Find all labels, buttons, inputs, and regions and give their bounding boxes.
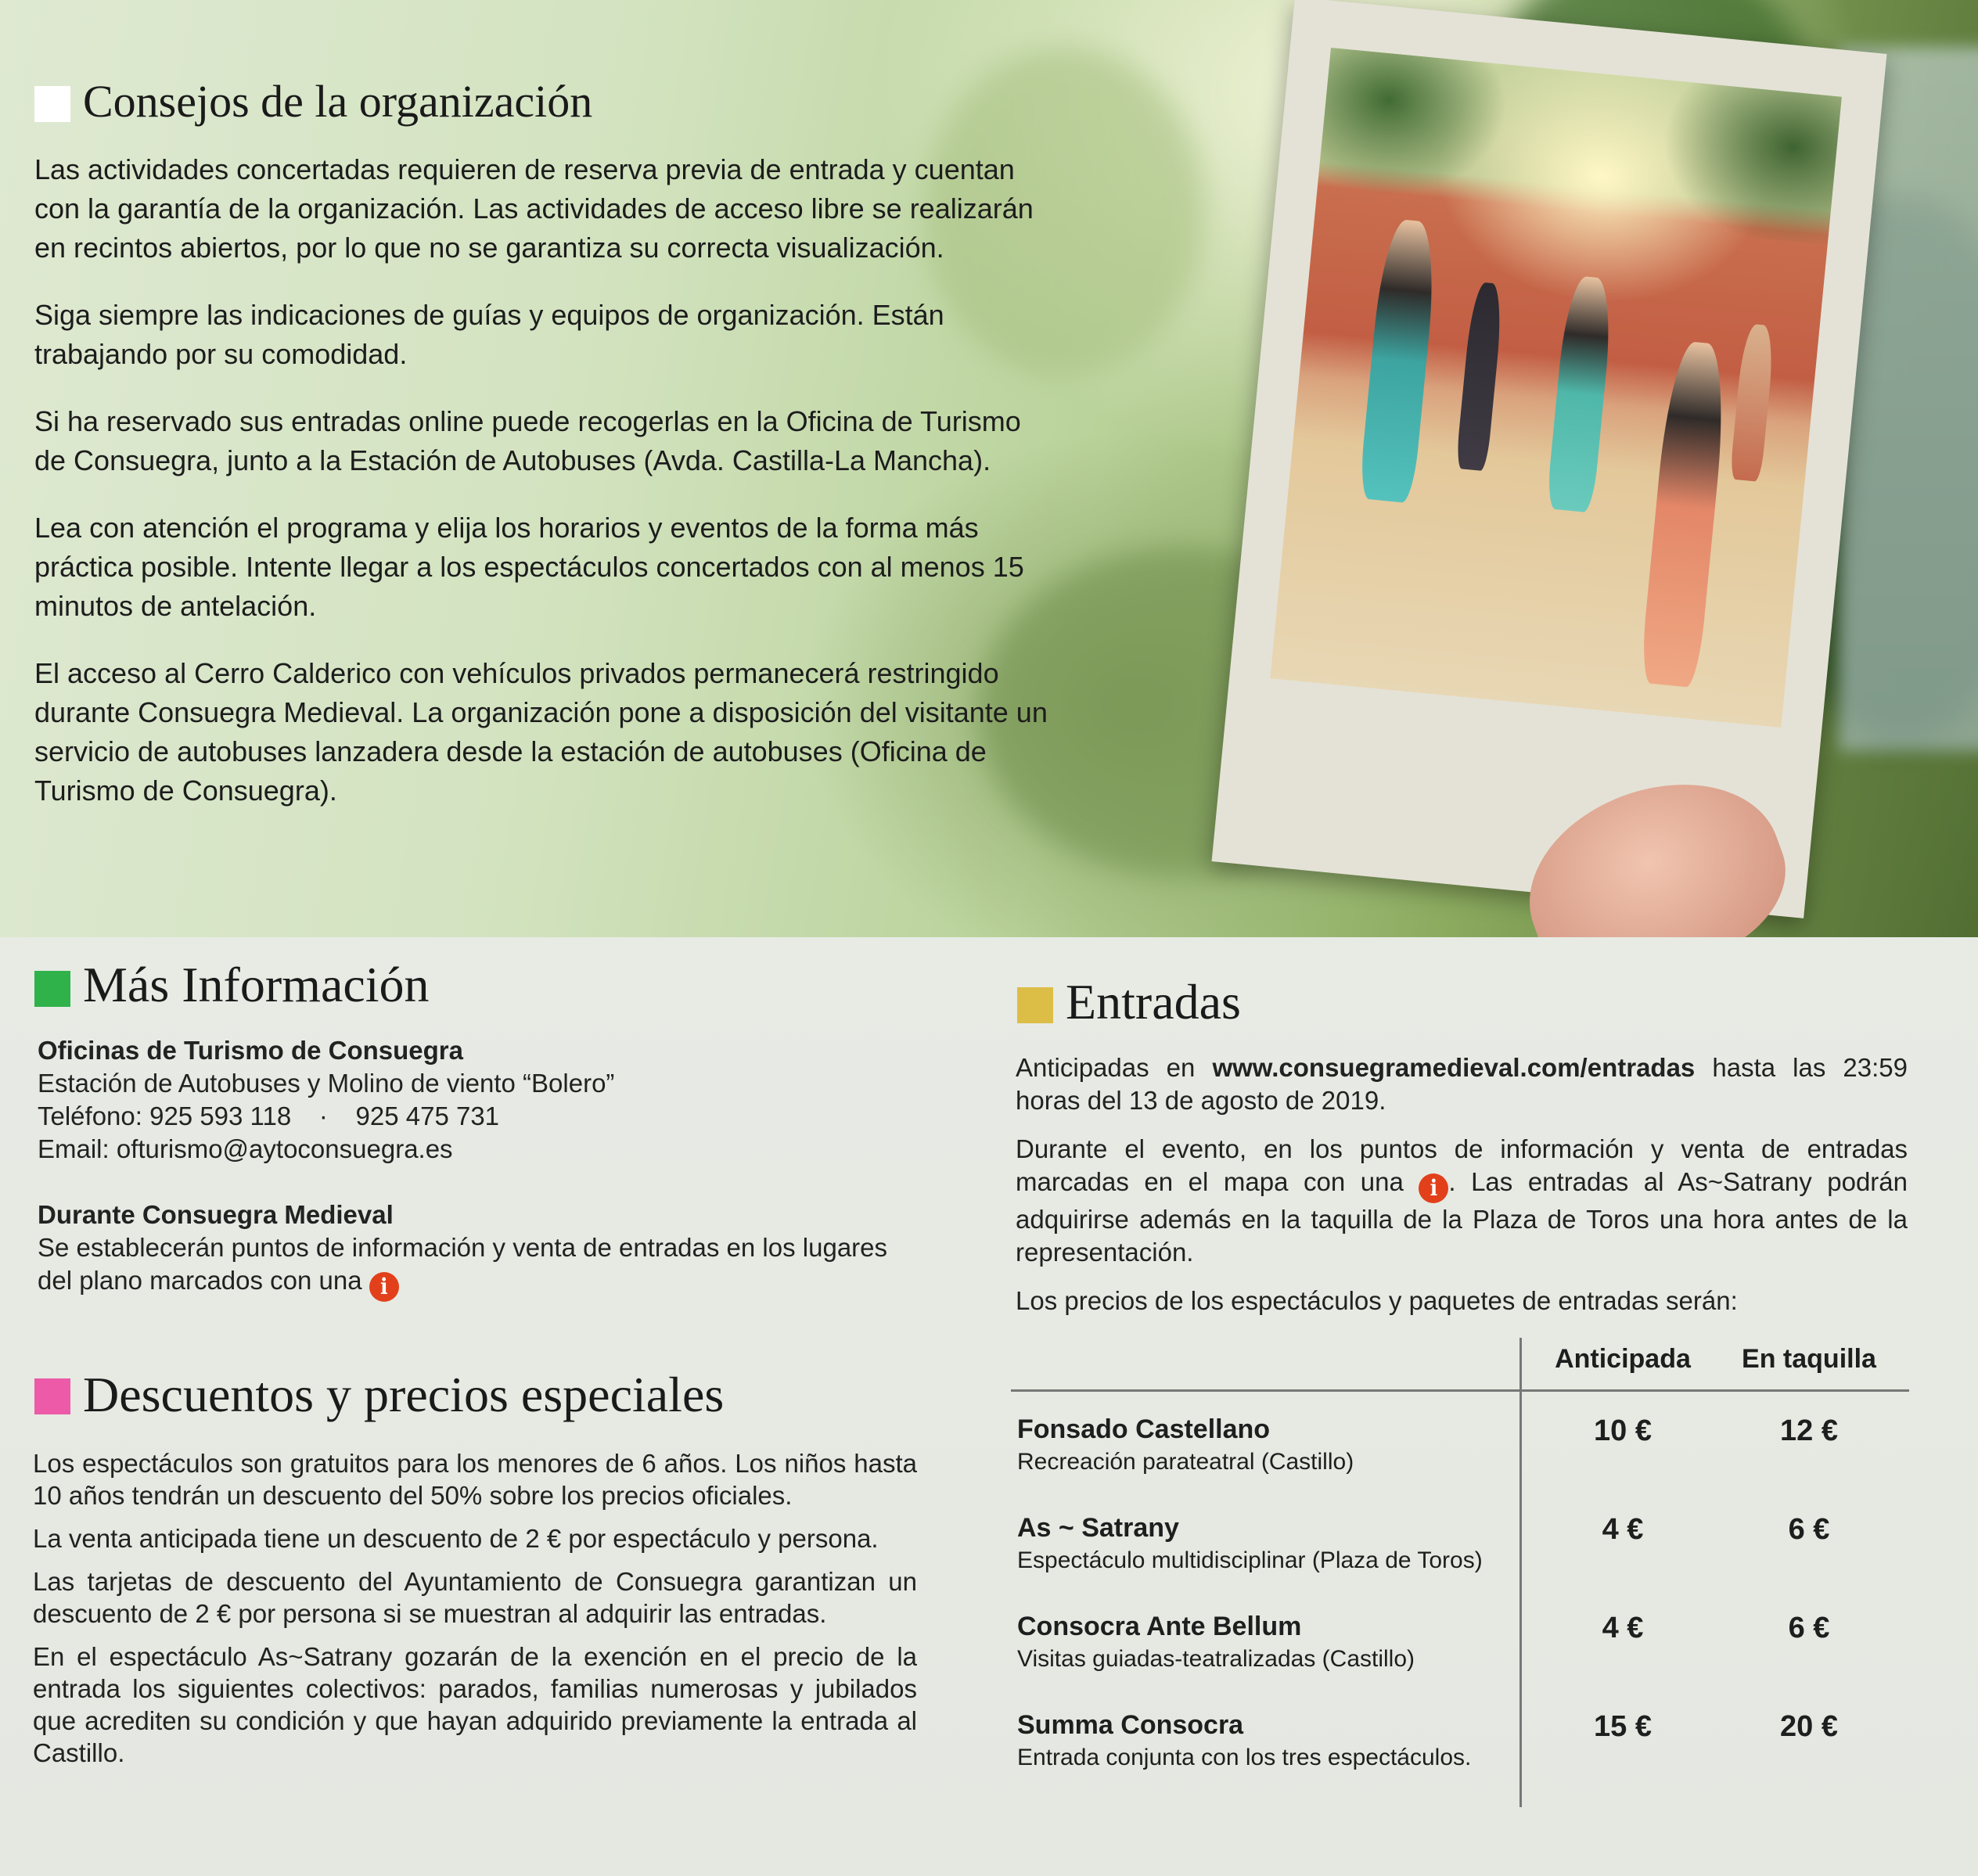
telefono-line: [38, 1100, 922, 1133]
price-anticipada: 10 €: [1594, 1414, 1652, 1447]
consejos-paragraph: Lea con atención el programa y elija los horarios y eventos de la forma más práctica posible. Intente llegar a los espectáculos concertados con al menos 15 minutos de antelación.: [34, 512, 1024, 622]
price-taquilla: 6 €: [1788, 1513, 1830, 1546]
descuentos-paragraph: La venta anticipada tiene un descuento de 2 € por espectáculo y persona.: [33, 1524, 879, 1553]
entradas-block: [1016, 1051, 1908, 1317]
price-taquilla: 6 €: [1788, 1612, 1830, 1644]
consejos-paragraph: Las actividades concertadas requieren de reserva previa de entrada y cuentan con la garantía de la organización. Las actividades de acceso libre se realizarán en recintos abiertos, por lo que no se garantiza su correcta visualización.: [34, 153, 1034, 264]
entradas-paragraph: Anticipadas en www.consuegramedieval.com/entradas hasta las 23:59 horas del 13 de agosto de 2019.: [1016, 1053, 1908, 1115]
mas-info-square: [34, 971, 70, 1007]
show-name: As ~ Satrany: [1017, 1513, 1179, 1543]
price-anticipada: 4 €: [1602, 1513, 1644, 1546]
table-header-divider: [1011, 1389, 1909, 1392]
entradas-paragraph: Durante el evento, en los puntos de información y venta de entradas marcadas en el mapa con una i . Las entradas al As~Satrany podrán adquirirse además en la taquilla de la Plaza de Toros una hora antes de la representación.: [1016, 1134, 1908, 1267]
consejos-paragraph: Si ha reservado sus entradas online puede recogerlas en la Oficina de Turismo de Consuegra, junto a la Estación de Autobuses (Avda. Castilla-La Mancha).: [34, 405, 1021, 476]
show-name: Consocra Ante Bellum: [1017, 1612, 1302, 1641]
show-description: Espectáculo multidisciplinar (Plaza de Toros): [1017, 1547, 1483, 1573]
prices-table: [1011, 1330, 1909, 1807]
descuentos-block: [33, 1447, 917, 1769]
consejos-title: Consejos de la organización: [83, 76, 593, 127]
telefono-2: 925 475 731: [355, 1102, 500, 1130]
price-anticipada: 15 €: [1594, 1710, 1652, 1743]
price-taquilla: 12 €: [1780, 1414, 1838, 1447]
table-row: [1011, 1414, 1909, 1508]
descuentos-title: Descuentos y precios especiales: [83, 1367, 725, 1422]
descuentos-paragraph: Los espectáculos son gratuitos para los menores de 6 años. Los niños hasta 10 años tendrán un descuento del 50% sobre los precios oficiales.: [33, 1449, 917, 1510]
top-banner: [0, 0, 1978, 937]
telefono-separator: ·: [318, 1102, 328, 1130]
mas-info-title: Más Información: [83, 957, 430, 1012]
descuentos-paragraph: Las tarjetas de descuento del Ayuntamiento de Consuegra garantizan un descuento de 2 € por persona si se muestran al adquirir las entradas.: [33, 1567, 917, 1628]
durante-heading: Durante Consuegra Medieval: [38, 1200, 394, 1229]
consejos-paragraph: El acceso al Cerro Calderico con vehículos privados permanecerá restringido durante Consuegra Medieval. La organización pone a disposición del visitante un servicio de autobuses lanzadera desde la estación de autobuses (Oficina de Turismo de Consuegra).: [34, 657, 1048, 807]
show-name: Fonsado Castellano: [1017, 1414, 1271, 1444]
entradas-link[interactable]: www.consuegramedieval.com/entradas: [1212, 1053, 1696, 1082]
telefono-1: Teléfono: 925 593 118: [38, 1102, 292, 1130]
price-taquilla: 20 €: [1780, 1710, 1838, 1743]
show-name: Summa Consocra: [1017, 1710, 1244, 1740]
entradas-square: [1017, 987, 1053, 1023]
show-description: Visitas guiadas-teatralizadas (Castillo): [1017, 1646, 1415, 1672]
show-description: Recreación parateatral (Castillo): [1017, 1449, 1354, 1475]
oficinas-heading: Oficinas de Turismo de Consuegra: [38, 1036, 464, 1065]
entradas-paragraph: Los precios de los espectáculos y paquetes de entradas serán:: [1016, 1286, 1738, 1315]
column-header-taquilla: En taquilla: [1742, 1344, 1876, 1374]
info-circle-icon: i: [369, 1272, 399, 1302]
instant-photo-card: [1212, 0, 1887, 918]
durante-text: Se establecerán puntos de información y venta de entradas en los lugares del plano marcados con una i: [38, 1231, 922, 1302]
entradas-title: Entradas: [1066, 974, 1241, 1030]
consejos-square: [34, 86, 70, 122]
show-description: Entrada conjunta con los tres espectáculos.: [1017, 1745, 1472, 1770]
table-row: [1011, 1612, 1909, 1705]
info-circle-icon: i: [1419, 1173, 1448, 1203]
consejos-paragraph: Siga siempre las indicaciones de guías y equipos de organización. Están trabajando por su comodidad.: [34, 299, 944, 370]
table-row: [1011, 1710, 1909, 1804]
dancers-photo: [1270, 48, 1842, 728]
descuentos-square: [34, 1378, 70, 1414]
oficinas-address: Estación de Autobuses y Molino de viento “Bolero”: [38, 1069, 615, 1098]
price-anticipada: 4 €: [1602, 1612, 1644, 1644]
descuentos-paragraph: En el espectáculo As~Satrany gozarán de la exención en el precio de la entrada los siguientes colectivos: parados, familias numerosas y jubilados que acrediten su condición y que hayan adquirido previamente la entrada al Castillo.: [33, 1642, 917, 1767]
mas-info-block: [38, 1034, 922, 1302]
table-row: [1011, 1513, 1909, 1607]
consejos-text: [34, 150, 1052, 839]
column-header-anticipada: Anticipada: [1555, 1344, 1691, 1374]
email-line: Email: ofturismo@aytoconsuegra.es: [38, 1134, 453, 1163]
